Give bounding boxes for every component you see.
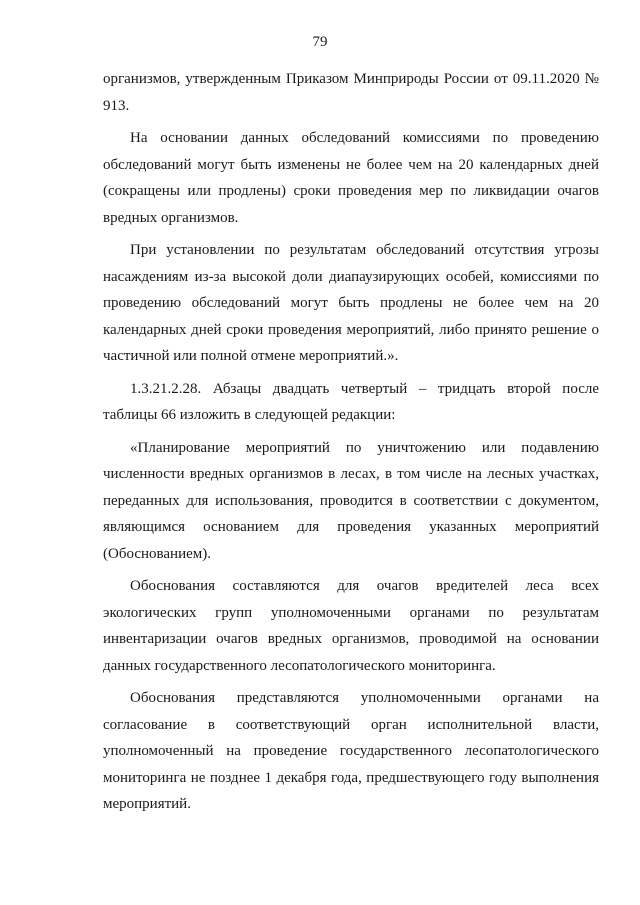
document-body	[103, 66, 599, 818]
paragraph: Обоснования составляются для очагов вредителей леса всех экологических групп уполномоченными органами по результатам инвентаризации очагов вредных организмов, проводимой на основании данных государственного лесопатологического мониторинга.	[103, 578, 599, 674]
paragraph-continuation: организмов, утвержденным Приказом Минприроды России от 09.11.2020 № 913.	[103, 71, 599, 114]
page-number: 79	[312, 34, 328, 50]
paragraph: «Планирование мероприятий по уничтожению или подавлению численности вредных организмов в лесах, в том числе на лесных участках, переданных для использования, проводится в соответствии с документом, являющимся основанием для проведения указанных мероприятий (Обоснованием).	[103, 439, 599, 562]
paragraph: На основании данных обследований комиссиями по проведению обследований могут быть изменены не более чем на 20 календарных дней (сокращены или продлены) сроки проведения мер по ликвидации очагов вредных организмов.	[103, 130, 599, 226]
paragraph: При установлении по результатам обследований отсутствия угрозы насаждениям из-за высокой доли диапаузирующих особей, комиссиями по проведению обследований могут быть продлены не более чем на 20 календарных дней сроки проведения мероприятий, либо принято решение о частичной или полной отмене мероприятий.».	[103, 242, 599, 364]
paragraph: Обоснования представляются уполномоченными органами на согласование в соответствующий орган исполнительной власти, уполномоченный на проведение государственного лесопатологического мониторинга не позднее 1 декабря года, предшествующего году выполнения мероприятий.	[103, 690, 599, 812]
paragraph-amendment-clause: 1.3.21.2.28. Абзацы двадцать четвертый – тридцать второй после таблицы 66 изложить в следующей редакции:	[103, 380, 599, 423]
